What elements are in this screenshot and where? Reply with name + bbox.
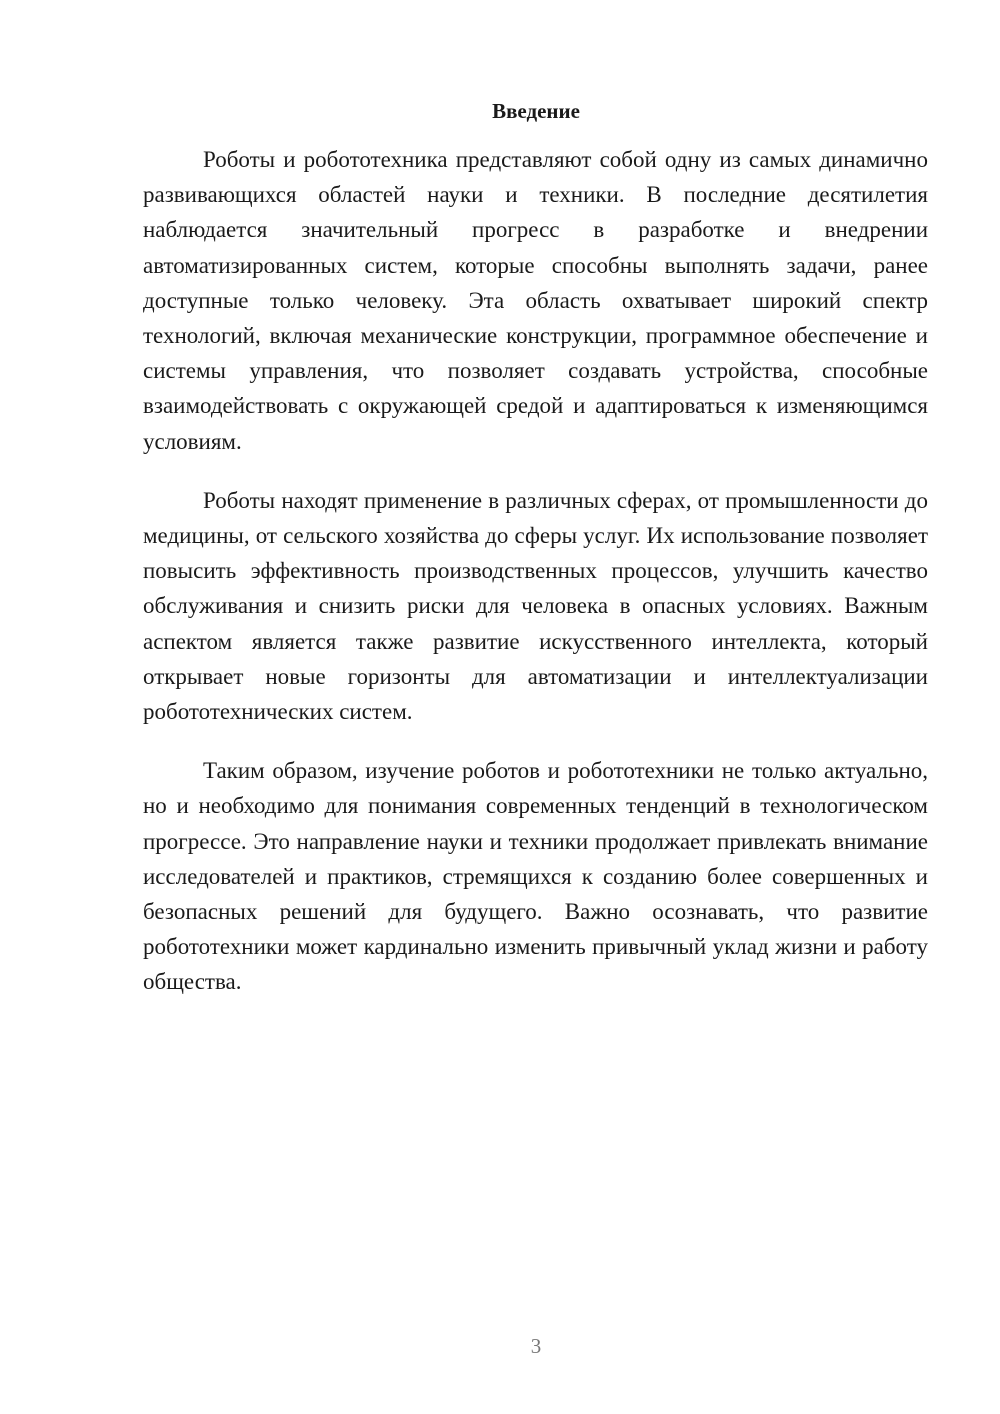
paragraph-1: Роботы и робототехника представляют собой одну из самых динамично развивающихся областей науки и техники. В последние десятилетия наблюдается значительный прогресс в разработке и внедрении автоматизированных систем, которые способны выполнять задачи, ранее доступные только человеку. Эта область охватывает широкий спектр технологий, включая механические конструкции, программное обеспечение и системы управления, что позволяет создавать устройства, способные взаимодействовать с окружающей средой и адаптироваться к изменяющимся условиям. — [143, 147, 928, 454]
paragraph-2: Роботы находят применение в различных сферах, от промышленности до медицины, от сельского хозяйства до сферы услуг. Их использование позволяет повысить эффективность производственных процессов, улучшить качество обслуживания и снизить риски для человека в опасных условиях. Важным аспектом является также развитие искусственного интеллекта, который открывает новые горизонты для автоматизации и интеллектуализации робототехнических систем. — [143, 487, 928, 725]
section-heading: Введение — [492, 99, 580, 123]
body-text — [143, 142, 928, 1024]
paragraph-3: Таким образом, изучение роботов и робототехники не только актуально, но и необходимо для понимания современных тенденций в технологическом прогрессе. Это направление науки и техники продолжает привлекать внимание исследователей и практиков, стремящихся к созданию более совершенных и безопасных решений для будущего. Важно осознавать, что развитие робототехники может кардинально изменить привычный уклад жизни и работу общества. — [143, 758, 928, 995]
page-number: 3 — [530, 1334, 542, 1358]
